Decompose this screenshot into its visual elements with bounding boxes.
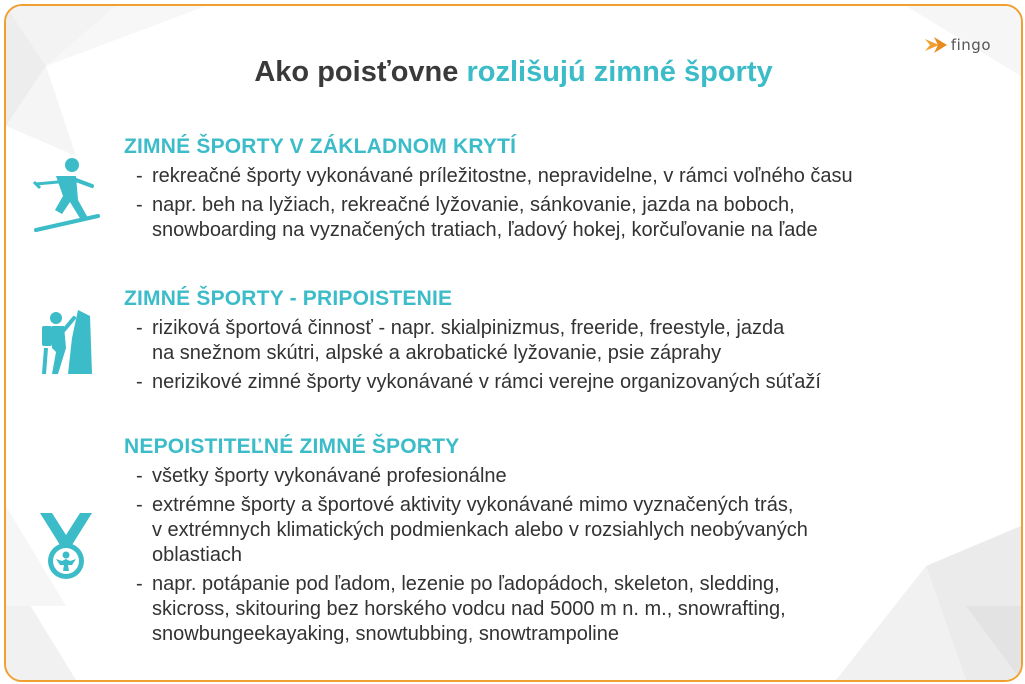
- section-heading: NEPOISTITEĽNÉ ZIMNÉ ŠPORTY: [124, 435, 460, 458]
- logo-text: fingo: [950, 36, 991, 54]
- fingo-logo: [925, 36, 991, 54]
- list-item: - rekreačné športy vykonávané príležitostne, nepravidelne, v rámci voľného času: [124, 164, 853, 189]
- list-item: - nerizikové zimné športy vykonávané v rámci verejne organizovaných súťaží: [124, 370, 821, 395]
- section-basic-coverage: [124, 134, 853, 243]
- title-part1: Ako poisťovne: [254, 56, 459, 88]
- arrow-wing-icon: [925, 37, 947, 53]
- page-title: [6, 56, 1021, 89]
- section-uninsurable: [124, 434, 808, 647]
- list-item: - všetky športy vykonávané profesionálne: [124, 464, 808, 489]
- section-heading: ZIMNÉ ŠPORTY - PRIPOISTENIE: [124, 287, 453, 310]
- infographic-card: [4, 4, 1023, 682]
- bullet-list: [124, 316, 821, 395]
- bullet-list: [124, 464, 808, 647]
- section-heading: ZIMNÉ ŠPORTY V ZÁKLADNOM KRYTÍ: [124, 135, 517, 158]
- bullet-list: [124, 164, 853, 243]
- list-item: - riziková športová činnosť - napr. skialpinizmus, freeride, freestyle, jazda na snežnom skútri, alpské a akrobatické lyžovanie, psie záprahy: [124, 316, 821, 366]
- climber-icon: [38, 308, 94, 378]
- list-item: - napr. beh na lyžiach, rekreačné lyžovanie, sánkovanie, jazda na boboch, snowboarding na vyznačených tratiach, ľadový hokej, korčuľovanie na ľade: [124, 193, 853, 243]
- section-supplementary: [124, 286, 821, 395]
- list-item: - napr. potápanie pod ľadom, lezenie po ľadopádoch, skeleton, sledding, skicross, skitouring bez horského vodcu nad 5000 m n. m., snowrafting, snowbungeekayaking, snowtubbing, snowtrampoline: [124, 572, 808, 647]
- list-item: - extrémne športy a športové aktivity vykonávané mimo vyznačených trás, v extrémnych klimatických podmienkach alebo v rozsiahlych neobývaných oblastiach: [124, 493, 808, 568]
- medal-icon: [38, 511, 94, 583]
- skier-icon: [32, 156, 102, 236]
- title-part2: rozlišujú zimné športy: [466, 56, 773, 88]
